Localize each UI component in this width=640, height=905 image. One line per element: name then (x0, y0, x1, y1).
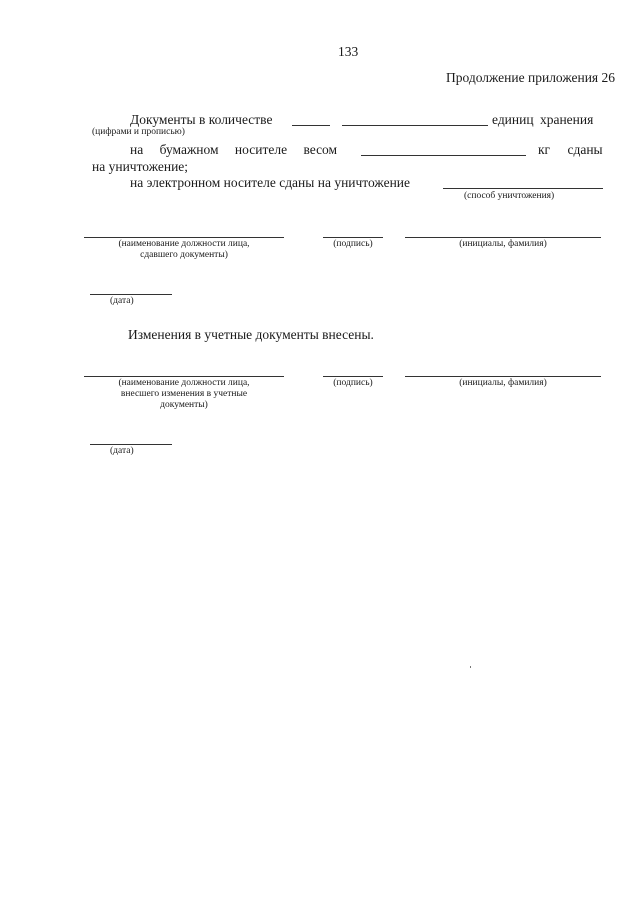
position-hint-1-line2: сдавшего документы) (140, 250, 228, 260)
docs-count-unit-label: единиц хранения (492, 112, 594, 127)
paper-weight-blank[interactable] (361, 155, 526, 156)
paper-medium-continuation: на уничтожение; (92, 159, 189, 174)
appendix-continuation-label: Продолжение приложения 26 (446, 70, 616, 85)
signature-blank-1[interactable] (323, 237, 383, 238)
electronic-medium-label: на электронном носителе сданы на уничтожение (130, 175, 411, 190)
date-hint-2: (дата) (110, 446, 134, 456)
docs-count-label: Документы в количестве (130, 112, 273, 127)
name-blank-1[interactable] (405, 237, 601, 238)
position-blank-2[interactable] (84, 376, 284, 377)
name-hint-2: (инициалы, фамилия) (459, 378, 547, 388)
name-hint-1: (инициалы, фамилия) (459, 239, 547, 249)
destruction-method-hint: (способ уничтожения) (464, 191, 555, 201)
signature-blank-2[interactable] (323, 376, 383, 377)
position-hint-2 (84, 378, 284, 411)
position-blank-1[interactable] (84, 237, 284, 238)
date-hint-1: (дата) (110, 296, 134, 306)
date-blank-2[interactable] (90, 444, 172, 445)
docs-count-blank-long[interactable] (342, 125, 488, 126)
paper-medium-label: на бумажном носителе весом (130, 142, 338, 157)
page-number: 133 (338, 44, 359, 59)
destruction-method-blank[interactable] (443, 188, 603, 189)
name-blank-2[interactable] (405, 376, 601, 377)
paper-weight-unit-label: кг сданы (538, 142, 603, 157)
changes-entered-heading: Изменения в учетные документы внесены. (128, 327, 374, 342)
position-hint-2-line3: документы) (160, 400, 208, 410)
docs-count-hint: (цифрами и прописью) (92, 127, 185, 137)
position-hint-1 (84, 239, 284, 261)
position-hint-2-line1: (наименование должности лица, (118, 378, 250, 388)
position-hint-2-line2: внесшего изменения в учетные (120, 389, 248, 399)
date-blank-1[interactable] (90, 294, 172, 295)
signature-hint-2: (подпись) (333, 378, 373, 388)
docs-count-blank-short[interactable] (292, 125, 330, 126)
position-hint-1-line1: (наименование должности лица, (118, 239, 250, 249)
signature-hint-1: (подпись) (333, 239, 373, 249)
scan-artifact-dot (470, 666, 471, 668)
